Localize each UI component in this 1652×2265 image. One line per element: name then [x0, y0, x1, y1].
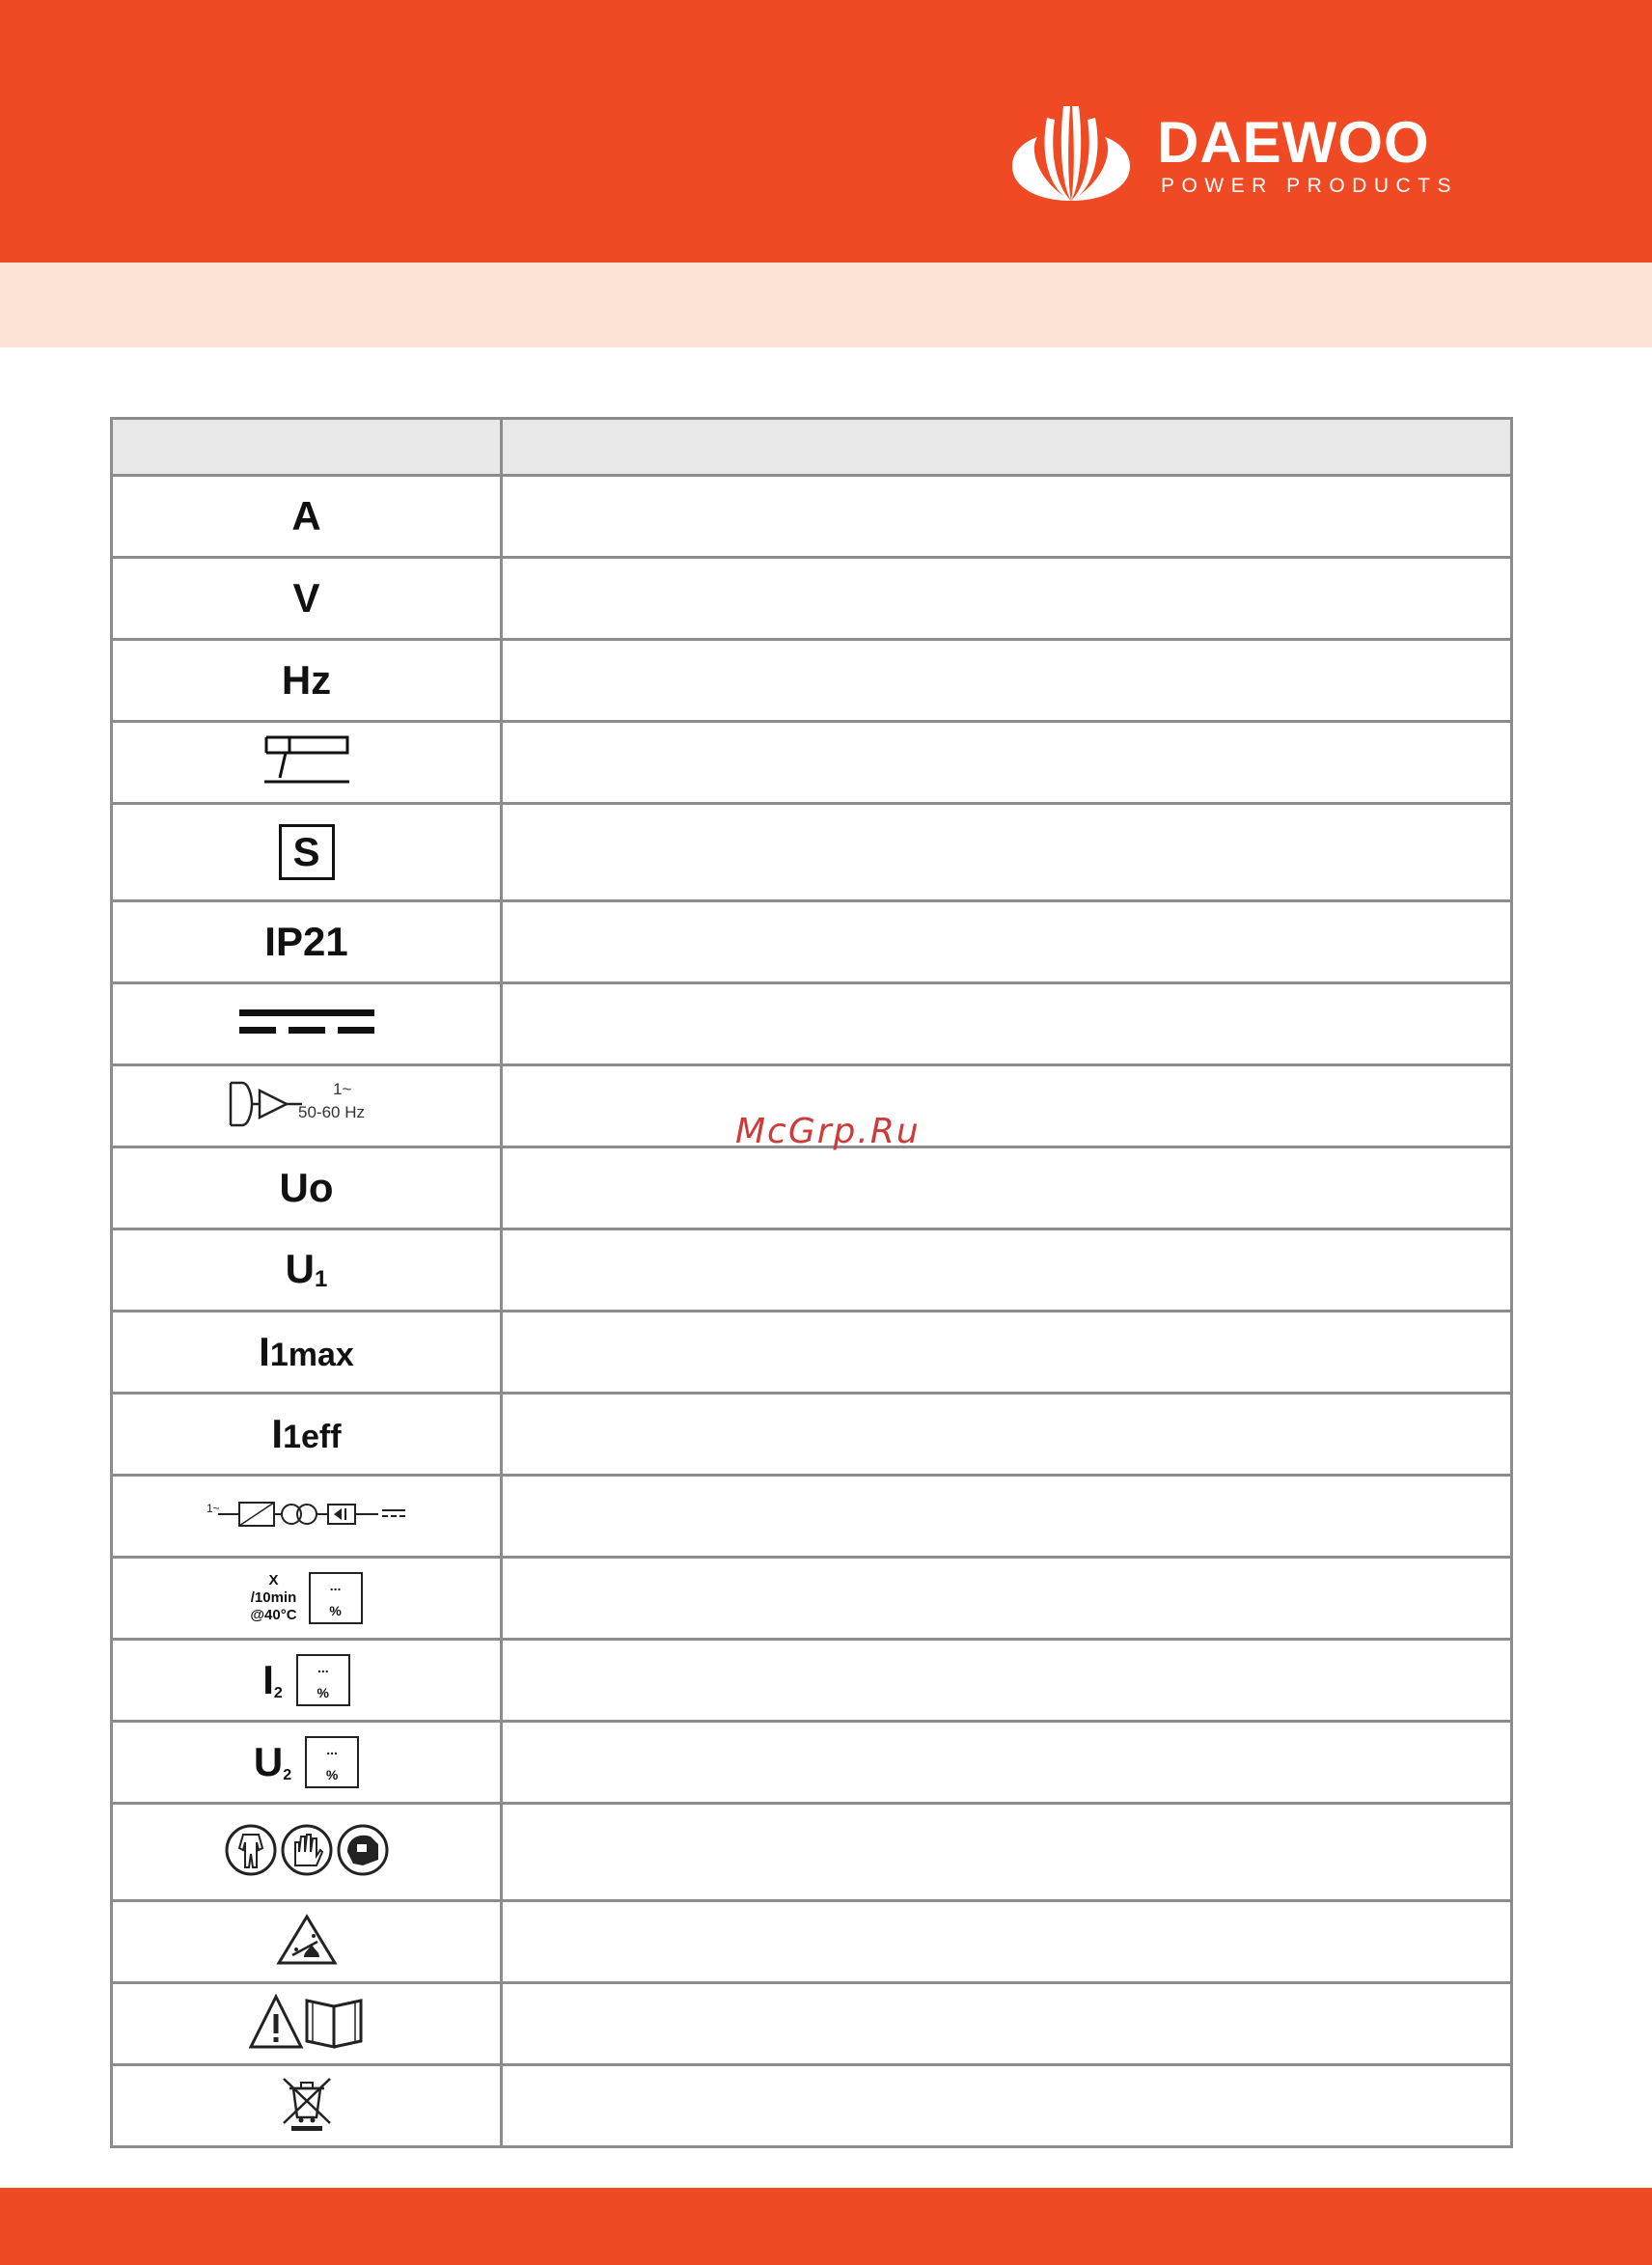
svg-text:50-60 Hz: 50-60 Hz	[297, 1102, 365, 1121]
table-header-row	[112, 419, 1512, 476]
row-description	[502, 1901, 1512, 1983]
symbols-table	[110, 417, 1513, 2148]
table-row	[112, 1901, 1512, 1983]
daewoo-fan-icon	[1008, 104, 1134, 205]
table-row	[112, 1983, 1512, 2065]
symbol-i1max: I1max	[259, 1329, 354, 1374]
symbol-i2: $I_2$ ... %	[262, 1654, 350, 1706]
svg-text:1~: 1~	[332, 1079, 351, 1098]
warning-manual-icon	[249, 1993, 365, 2051]
table-row	[112, 901, 1512, 983]
row-description	[502, 722, 1512, 804]
row-description	[502, 1229, 1512, 1312]
symbol-volt: V	[292, 575, 320, 621]
table-row	[112, 1147, 1512, 1229]
percent-box: ... %	[309, 1572, 363, 1624]
table-row	[112, 1476, 1512, 1558]
inverter-diagram-icon	[205, 1495, 409, 1533]
brand-tagline: POWER PRODUCTS	[1161, 175, 1459, 197]
bottom-band	[0, 2188, 1652, 2265]
table-row	[112, 1722, 1512, 1804]
table-row	[112, 558, 1512, 640]
row-description	[502, 1147, 1512, 1229]
table-row	[112, 1394, 1512, 1476]
symbol-u1: $U_1$	[285, 1246, 328, 1292]
row-description	[502, 476, 1512, 558]
table-row	[112, 804, 1512, 901]
table-row	[112, 1640, 1512, 1722]
row-description	[502, 1558, 1512, 1640]
row-description	[502, 1722, 1512, 1804]
protective-equipment-icon	[224, 1823, 390, 1877]
welding-torch-icon	[261, 732, 353, 789]
row-description	[502, 1065, 1512, 1147]
symbol-uo: Uo	[279, 1165, 334, 1210]
symbol-s-box: S	[279, 824, 335, 880]
table-row	[112, 1229, 1512, 1312]
table-row	[112, 983, 1512, 1065]
row-description	[502, 1312, 1512, 1394]
brand-name: DAEWOO	[1157, 110, 1430, 175]
row-description	[502, 1476, 1512, 1558]
weee-bin-icon	[280, 2075, 334, 2133]
svg-text:1~: 1~	[206, 1501, 220, 1515]
row-description	[502, 983, 1512, 1065]
row-description	[502, 558, 1512, 640]
table-row	[112, 476, 1512, 558]
row-description	[502, 1983, 1512, 2065]
symbol-ampere: A	[291, 493, 321, 539]
row-description	[502, 804, 1512, 901]
symbol-ip21: IP21	[264, 919, 348, 964]
row-description	[502, 1394, 1512, 1476]
table-row	[112, 2065, 1512, 2147]
table-row	[112, 722, 1512, 804]
row-description	[502, 2065, 1512, 2147]
symbol-i1eff: I1eff	[271, 1411, 342, 1456]
direct-current-icon	[237, 1006, 376, 1038]
table-row	[112, 1312, 1512, 1394]
symbol-duty-cycle: X /10min @40°C ... %	[250, 1572, 362, 1624]
symbol-u2: $U_2$ ... %	[254, 1736, 359, 1788]
row-description	[502, 901, 1512, 983]
row-description	[502, 1640, 1512, 1722]
percent-box: ... %	[305, 1736, 359, 1788]
percent-box: ... %	[296, 1654, 350, 1706]
fire-hazard-icon	[275, 1913, 339, 1967]
header-symbol	[112, 419, 502, 476]
symbol-hertz: Hz	[281, 657, 332, 703]
mains-supply-icon	[225, 1075, 389, 1133]
table-row	[112, 1558, 1512, 1640]
header-description	[502, 419, 1512, 476]
row-description	[502, 640, 1512, 722]
table-row	[112, 640, 1512, 722]
table-row	[112, 1804, 1512, 1901]
row-description	[502, 1804, 1512, 1901]
title-band	[0, 262, 1652, 347]
watermark-text: McGrp.Ru	[735, 1112, 921, 1151]
daewoo-logo	[1008, 104, 1491, 210]
